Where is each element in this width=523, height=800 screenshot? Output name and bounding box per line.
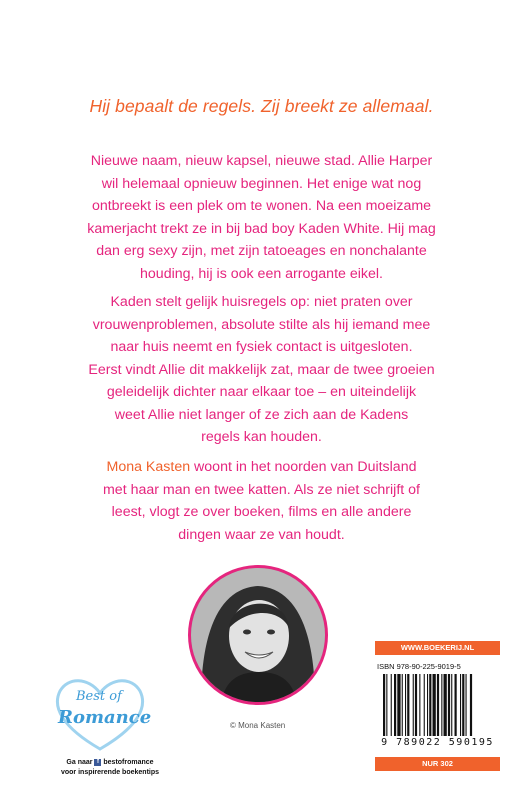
barcode (381, 674, 496, 736)
blurb-line: dan erg sexy zijn, met zijn tatoeages en nonchalante (96, 243, 427, 259)
barcode-bar (415, 674, 417, 736)
barcode-bar (437, 674, 439, 736)
author-bio-line: met haar man en twee katten. Als ze niet schrijft of (102, 481, 420, 498)
barcode-bar (462, 674, 464, 736)
barcode-bar (397, 674, 400, 736)
author-photo-illustration (191, 568, 325, 702)
barcode-bar (391, 674, 392, 736)
blurb-paragraph-2 (20, 291, 503, 449)
blurb-line: geleidelijk dichter naar elkaar toe – en uiteindelijk (106, 384, 417, 400)
barcode-bar (455, 674, 457, 736)
blurb-paragraph-1 (20, 150, 503, 285)
barcode-bar (424, 674, 425, 736)
tagline: Hij bepaalt de regels. Zij breekt ze allemaal. (89, 96, 434, 116)
best-of-romance-logo (52, 673, 152, 753)
barcode-bar (405, 674, 406, 736)
author-bio-text: woont in het noorden van Duitsland (190, 459, 417, 475)
barcode-bar (433, 674, 436, 736)
barcode-bar (444, 674, 447, 736)
nur-code: NUR 302 (375, 757, 500, 771)
publisher-website: WWW.BOEKERIJ.NL (375, 641, 500, 655)
blurb-line: vrouwenproblemen, absolute stilte als hij iemand mee (92, 316, 431, 333)
blurb-line: houding, hij is ook een arrogante eikel. (140, 265, 383, 282)
author-photo (188, 565, 328, 705)
barcode-digits: 9 789022 590195 (381, 737, 494, 748)
barcode-bar (429, 674, 431, 736)
barcode-bar (466, 674, 467, 736)
barcode-bar (451, 674, 452, 736)
logo-tagline (40, 758, 180, 778)
logo-romance: Romance (58, 707, 152, 728)
blurb-line: ontbreekt is een plek om te wonen. Na een moeizame (91, 198, 432, 214)
blurb-line: kamerjacht trekt ze in bij bad boy Kaden White. Hij mag (87, 220, 436, 237)
barcode-box (375, 658, 500, 754)
blurb-line: weet Allie niet langer of ze zich aan de Kadens (114, 406, 409, 423)
logo-best-of: Best of (76, 689, 122, 704)
barcode-bar (419, 674, 420, 736)
barcode-bar (470, 674, 472, 736)
blurb-line: naar huis neemt en fysiek contact is uitgesloten. (110, 339, 413, 355)
barcode-bar (448, 674, 450, 736)
isbn: ISBN 978-90-225-9019-5 (377, 662, 461, 671)
barcode-bar (402, 674, 403, 736)
blurb-line: wil helemaal opnieuw beginnen. Het enige wat nog (101, 175, 422, 192)
barcode-bar (460, 674, 461, 736)
barcode-bar (394, 674, 396, 736)
logo-tagline-line2: voor inspirerende boekentips (60, 769, 160, 776)
author-bio-line: dingen waar ze van houdt. (178, 526, 345, 543)
barcode-bar (427, 674, 428, 736)
blurb-line: regels kan houden. (201, 429, 322, 445)
facebook-icon: f (94, 759, 101, 766)
barcode-bar (407, 674, 409, 736)
author-bio-line: leest, vlogt ze over boeken, films en alle andere (111, 504, 412, 520)
barcode-bar (413, 674, 414, 736)
author-bio-line (20, 456, 503, 479)
photo-credit: © Mona Kasten (230, 721, 286, 730)
barcode-bar (383, 674, 385, 736)
logo-tagline-pre: Ga naar (66, 759, 95, 766)
logo-tagline-handle: bestofromance (101, 759, 154, 766)
blurb-line: Eerst vindt Allie dit makkelijk zat, maar de twee groeien (88, 361, 435, 378)
barcode-bar (441, 674, 442, 736)
author-bio (20, 456, 503, 546)
blurb-line: Kaden stelt gelijk huisregels op: niet praten over (110, 294, 413, 310)
logo-tagline-line1 (40, 758, 180, 768)
author-name: Mona Kasten (106, 459, 191, 475)
barcode-bar (386, 674, 387, 736)
blurb-line: Nieuwe naam, nieuw kapsel, nieuwe stad. Allie Harper (90, 153, 433, 169)
